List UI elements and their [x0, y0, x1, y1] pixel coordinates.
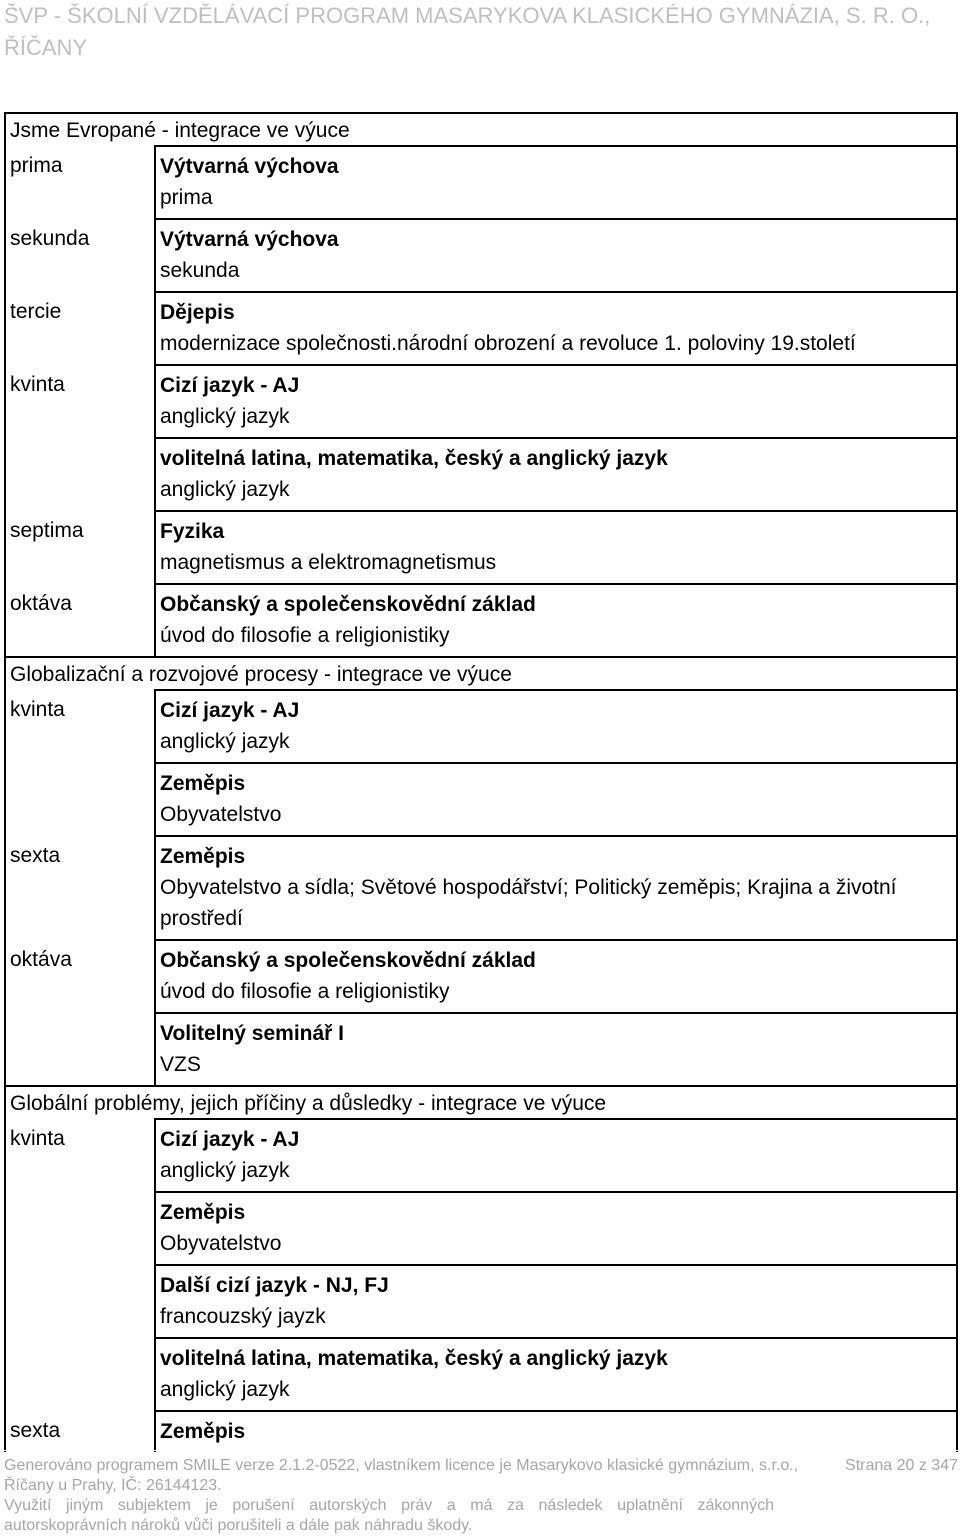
subject-cells	[154, 510, 956, 583]
grade-label: sekunda	[10, 227, 90, 250]
subject-cell	[154, 1118, 956, 1191]
crosscurricular-table	[4, 112, 958, 1452]
subject-topic: anglický jazyk	[160, 730, 290, 753]
subject-name: Občanský a společenskovědní základ	[160, 593, 536, 616]
subject-topic: anglický jazyk	[160, 1159, 290, 1182]
grade-row	[4, 583, 958, 656]
subject-topic: Obyvatelstvo a sídla; Světové hospodářství; Politický zeměpis; Krajina a životní prostředí	[160, 876, 897, 930]
subject-name: Občanský a společenskovědní základ	[160, 949, 536, 972]
grade-label: kvinta	[10, 373, 65, 396]
subject-cells	[154, 939, 956, 1085]
subject-cell	[154, 145, 956, 218]
section-title: Globalizační a rozvojové procesy - integrace ve výuce	[4, 656, 958, 689]
subject-topic: prima	[160, 186, 213, 209]
grade-row	[4, 145, 958, 218]
footer-generated-note: Generováno programem SMILE verze 2.1.2-0522, vlastníkem licence je Masarykovo klasické gymnázium, s.r.o., Říčany u Prahy, IČ: 26144123.	[4, 1457, 799, 1494]
subject-name: Zeměpis	[160, 1201, 246, 1224]
subject-topic: VZS	[160, 1053, 201, 1076]
subject-topic: francouzský jayzk	[160, 1305, 326, 1328]
subject-topic: magnetismus a elektromagnetismus	[160, 551, 497, 574]
subject-name: Cizí jazyk - AJ	[160, 699, 300, 722]
subject-cell	[154, 1264, 956, 1337]
subject-cell	[154, 218, 956, 291]
grade-label: septima	[10, 519, 84, 542]
document-header: ŠVP - ŠKOLNÍ VZDĚLÁVACÍ PROGRAM MASARYKOVA KLASICKÉHO GYMNÁZIA, S. R. O., ŘÍČANY	[4, 3, 931, 60]
grade-row	[4, 689, 958, 835]
subject-cells	[154, 835, 956, 939]
subject-cell	[154, 939, 956, 1012]
subject-name: volitelná latina, matematika, český a anglický jazyk	[160, 1347, 668, 1370]
grade-label: sexta	[10, 844, 61, 867]
grade-label: sexta	[10, 1419, 61, 1442]
section-title: Globální problémy, jejich příčiny a důsledky - integrace ve výuce	[4, 1085, 958, 1118]
grade-row	[4, 939, 958, 1085]
grade-row	[4, 1118, 958, 1410]
subject-topic: úvod do filosofie a religionistiky	[160, 980, 450, 1003]
grade-label: oktáva	[10, 948, 72, 971]
grade-label: tercie	[10, 300, 62, 323]
subject-cells	[154, 689, 956, 835]
subject-cell	[154, 1191, 956, 1264]
page-number: Strana 20 z 347	[845, 1457, 958, 1474]
grade-label: oktáva	[10, 592, 72, 615]
subject-cells	[154, 291, 956, 364]
subject-cell	[154, 364, 956, 437]
subject-cells	[154, 145, 956, 218]
subject-cell	[154, 689, 956, 762]
subject-name: volitelná latina, matematika, český a anglický jazyk	[160, 447, 668, 470]
subject-name: Zeměpis	[160, 1420, 246, 1443]
subject-cell	[154, 1012, 956, 1085]
grade-row	[4, 510, 958, 583]
subject-topic: úvod do filosofie a religionistiky	[160, 624, 450, 647]
subject-cell	[154, 1337, 956, 1410]
subject-topic: Obyvatelstvo	[160, 1232, 282, 1255]
grade-row	[4, 835, 958, 939]
subject-name: Fyzika	[160, 520, 225, 543]
subject-cell	[154, 291, 956, 364]
grade-row	[4, 1410, 958, 1452]
subject-name: Výtvarná výchova	[160, 155, 339, 178]
subject-topic: Obyvatelstvo	[160, 803, 282, 826]
subject-name: Cizí jazyk - AJ	[160, 1128, 300, 1151]
page-cut	[4, 1450, 958, 1451]
subject-topic: modernizace společnosti.národní obrození a revoluce 1. poloviny 19.století	[160, 332, 856, 355]
grade-row	[4, 364, 958, 510]
subject-cell	[154, 1410, 956, 1452]
subject-name: Další cizí jazyk - NJ, FJ	[160, 1274, 389, 1297]
grade-row	[4, 218, 958, 291]
subject-topic: anglický jazyk	[160, 478, 290, 501]
subject-cell	[154, 835, 956, 939]
subject-cell	[154, 510, 956, 583]
subject-name: Zeměpis	[160, 845, 246, 868]
subject-cells	[154, 218, 956, 291]
subject-name: Volitelný seminář I	[160, 1022, 345, 1045]
subject-cell	[154, 583, 956, 656]
subject-name: Cizí jazyk - AJ	[160, 374, 300, 397]
subject-cells	[154, 1118, 956, 1410]
subject-topic: anglický jazyk	[160, 1378, 290, 1401]
grade-label: kvinta	[10, 1127, 65, 1150]
subject-name: Zeměpis	[160, 772, 246, 795]
grade-label: prima	[10, 154, 63, 177]
subject-name: Výtvarná výchova	[160, 228, 339, 251]
subject-topic: sekunda	[160, 259, 240, 282]
subject-cells	[154, 583, 956, 656]
section-title: Jsme Evropané - integrace ve výuce	[4, 112, 958, 145]
footer-copyright-note: Využití jiným subjektem je porušení autorských práv a má za následek uplatnění zákonných autorskoprávních nároků vůči porušiteli a dále pak náhradu škody.	[4, 1497, 774, 1534]
subject-name: Dějepis	[160, 301, 235, 324]
subject-cells	[154, 364, 956, 510]
subject-cells	[154, 1410, 956, 1452]
grade-label: kvinta	[10, 698, 65, 721]
subject-cell	[154, 437, 956, 510]
subject-topic: anglický jazyk	[160, 405, 290, 428]
grade-row	[4, 291, 958, 364]
subject-cell	[154, 762, 956, 835]
